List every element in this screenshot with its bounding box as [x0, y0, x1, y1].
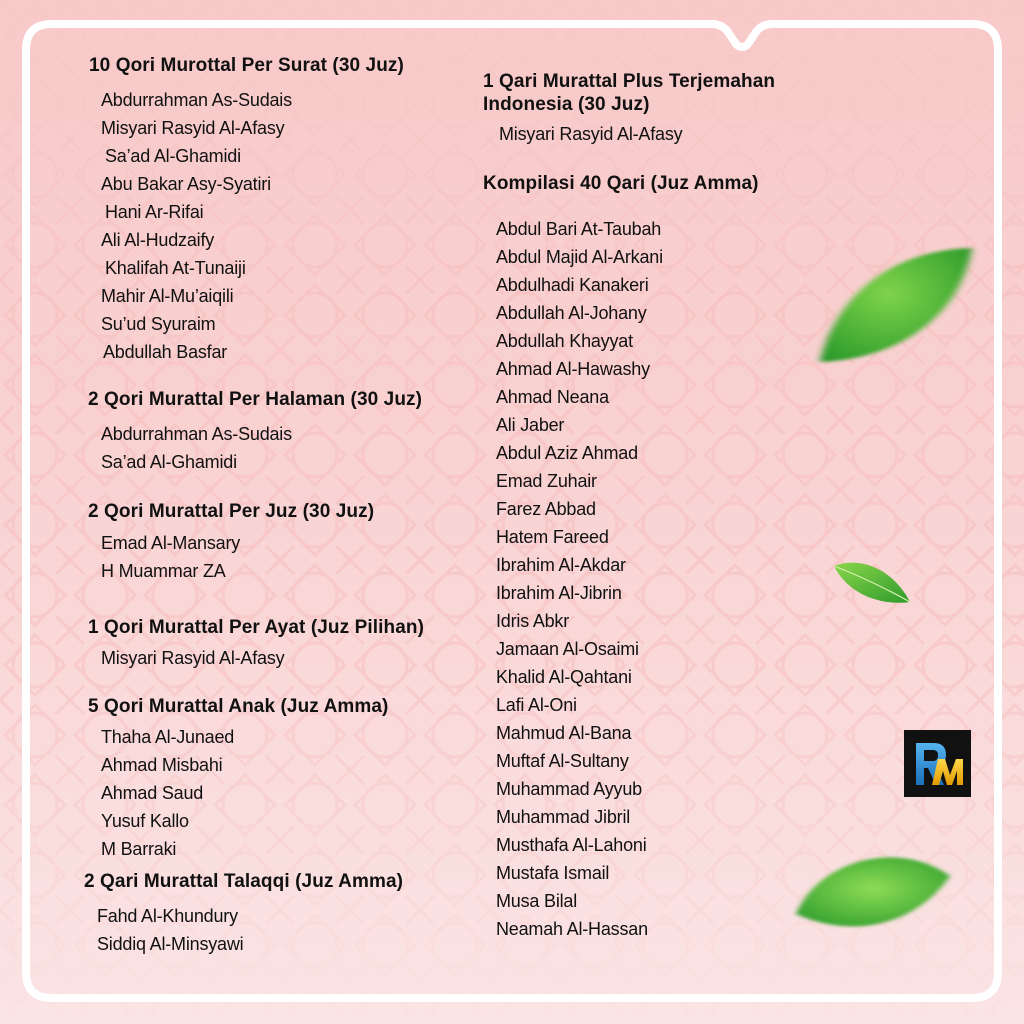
section-title: 2 Qori Murattal Per Halaman (30 Juz) [88, 389, 423, 410]
list-item: Khalid Al-Qahtani [496, 667, 632, 687]
leaf-icon [830, 556, 914, 608]
list-item: Abdullah Khayyat [496, 331, 633, 351]
list-item: Misyari Rasyid Al-Afasy [101, 118, 285, 138]
section-title: 10 Qori Murottal Per Surat (30 Juz) [89, 55, 404, 76]
list-item: Hatem Fareed [496, 527, 609, 547]
list-item: Abdullah Basfar [103, 342, 228, 362]
list-item: M Barraki [101, 839, 177, 859]
rm-logo [904, 730, 971, 797]
list-item: Muftaf Al-Sultany [496, 751, 629, 771]
list-item: Su’ud Syuraim [101, 314, 216, 334]
list-item: Idris Abkr [496, 611, 570, 631]
list-item: Abdurrahman As-Sudais [101, 90, 292, 110]
list-item: Neamah Al-Hassan [496, 919, 648, 939]
list-item: Ahmad Al-Hawashy [496, 359, 650, 379]
list-item: Thaha Al-Junaed [101, 727, 235, 747]
list-item: Sa’ad Al-Ghamidi [101, 452, 237, 472]
list-item: Emad Al-Mansary [101, 533, 241, 553]
list-item: Mahir Al-Mu’aiqili [101, 286, 234, 306]
list-item: Ali Al-Hudzaify [101, 230, 215, 250]
list-item: Hani Ar-Rifai [105, 202, 204, 222]
section-title: 2 Qari Murattal Talaqqi (Juz Amma) [84, 871, 404, 892]
list-item: Sa’ad Al-Ghamidi [105, 146, 241, 166]
list-item: Siddiq Al-Minsyawi [97, 934, 244, 954]
list-item: Ahmad Neana [496, 387, 609, 407]
list-item: Abdulhadi Kanakeri [496, 275, 649, 295]
section-title: 1 Qori Murattal Per Ayat (Juz Pilihan) [88, 617, 425, 638]
section-title: Indonesia (30 Juz) [483, 94, 650, 115]
leaf-icon [812, 236, 987, 371]
list-item: Abu Bakar Asy-Syatiri [101, 174, 271, 194]
section-title: 2 Qori Murattal Per Juz (30 Juz) [88, 501, 375, 522]
list-item: Misyari Rasyid Al-Afasy [499, 124, 683, 144]
list-item: Ali Jaber [496, 415, 565, 435]
rm-logo-mark [910, 739, 966, 789]
list-item: Emad Zuhair [496, 471, 597, 491]
list-item: Mustafa Ismail [496, 863, 610, 883]
list-item: Fahd Al-Khundury [97, 906, 238, 926]
list-item: Ahmad Saud [101, 783, 204, 803]
list-item: Jamaan Al-Osaimi [496, 639, 639, 659]
list-item: Muhammad Jibril [496, 807, 631, 827]
list-item: Khalifah At-Tunaiji [105, 258, 246, 278]
list-item: Lafi Al-Oni [496, 695, 577, 715]
list-item: Abdurrahman As-Sudais [101, 424, 292, 444]
list-item: Abdullah Al-Johany [496, 303, 647, 323]
section-title: 1 Qari Murattal Plus Terjemahan [483, 71, 776, 92]
list-item: Abdul Aziz Ahmad [496, 443, 638, 463]
list-item: Musthafa Al-Lahoni [496, 835, 647, 855]
list-item: Abdul Majid Al-Arkani [496, 247, 663, 267]
list-item: Farez Abbad [496, 499, 596, 519]
section-title: Kompilasi 40 Qari (Juz Amma) [483, 173, 759, 194]
section-title: 5 Qori Murattal Anak (Juz Amma) [88, 696, 389, 717]
list-item: Muhammad Ayyub [496, 779, 642, 799]
list-item: Misyari Rasyid Al-Afasy [101, 648, 285, 668]
leaf-icon [790, 846, 960, 936]
list-item: Musa Bilal [496, 891, 578, 911]
list-item: Ahmad Misbahi [101, 755, 223, 775]
list-item: Abdul Bari At-Taubah [496, 219, 662, 239]
list-item: Mahmud Al-Bana [496, 723, 632, 743]
list-item: Ibrahim Al-Akdar [496, 555, 626, 575]
list-item: Yusuf Kallo [101, 811, 189, 831]
list-item: H Muammar ZA [101, 561, 226, 581]
list-item: Ibrahim Al-Jibrin [496, 583, 622, 603]
